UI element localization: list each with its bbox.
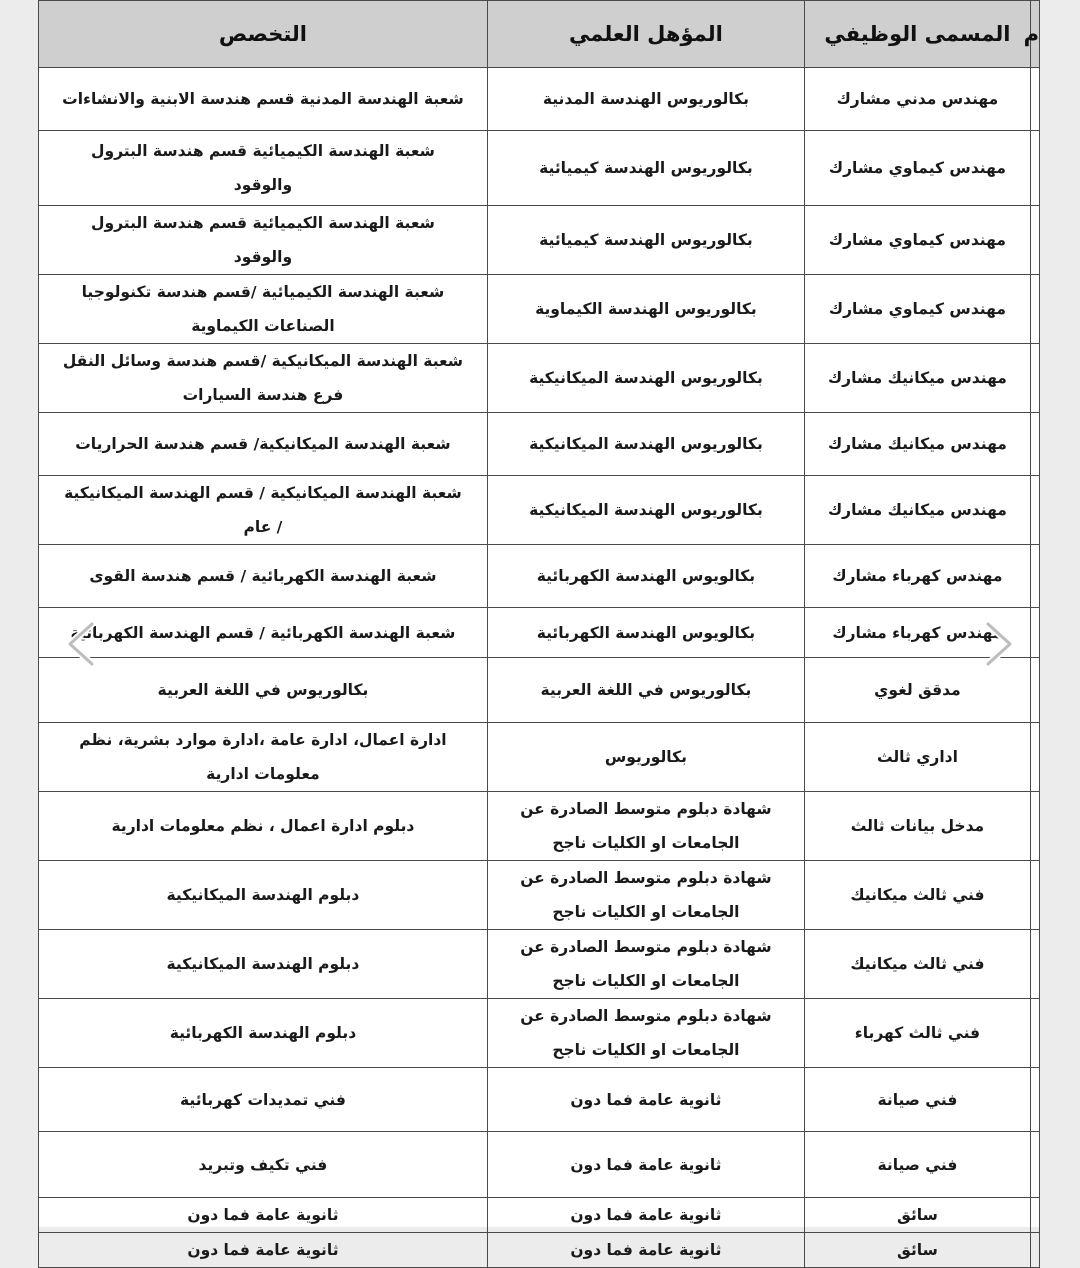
table-row (39, 206, 1040, 275)
row-number-cell (1030, 999, 1039, 1068)
specialization-cell (39, 1233, 488, 1268)
specialization-line: ادارة اعمال، ادارة عامة ،ادارة موارد بشرية، نظم (79, 731, 447, 749)
specialization-line: دبلوم الهندسة الميكانيكية (166, 955, 360, 973)
specialization-line: ثانوية عامة فما دون (187, 1206, 339, 1224)
table-row (39, 413, 1040, 476)
specialization-cell (39, 999, 488, 1068)
specialization-line: شعبة الهندسة الميكانيكية/ قسم هندسة الحراريات (75, 435, 451, 453)
row-number-cell (1030, 206, 1039, 275)
specialization-cell (39, 1068, 488, 1132)
table-row (39, 275, 1040, 344)
qualification-line: الجامعات او الكليات ناجح (552, 972, 740, 990)
table-row (39, 658, 1040, 723)
specialization-line: فني تكيف وتبريد (198, 1155, 328, 1174)
specialization-line: بكالوريوس في اللغة العربية (157, 681, 369, 699)
qualification-line: الجامعات او الكليات ناجح (552, 1041, 740, 1059)
job-title-cell: مهندس مدني مشارك (804, 68, 1030, 131)
qualification-cell: ثانوية عامة فما دون (487, 1198, 804, 1233)
job-title-cell: اداري ثالث (804, 723, 1030, 792)
job-title-cell: مهندس ميكانيك مشارك (804, 344, 1030, 413)
job-title-cell: مدقق لغوي (804, 658, 1030, 723)
header-job-title: المسمى الوظيفي (804, 1, 1030, 68)
specialization-line: شعبة الهندسة الكهربائية / قسم هندسة القوى (89, 567, 437, 585)
row-number-cell (1030, 792, 1039, 861)
specialization-cell (39, 1132, 488, 1198)
job-title-cell: فني صيانة (804, 1068, 1030, 1132)
qualification-line: شهادة دبلوم متوسط الصادرة عن (520, 869, 772, 887)
specialization-cell (39, 792, 488, 861)
qualification-cell: بكالويوس الهندسة الكهربائية (487, 545, 804, 608)
specialization-cell (39, 476, 488, 545)
row-number-cell (1030, 131, 1039, 206)
specialization-line: شعبة الهندسة الكيميائية قسم هندسة البترول (91, 214, 435, 232)
row-number-cell (1030, 1233, 1039, 1268)
specialization-line: دبلوم ادارة اعمال ، نظم معلومات ادارية (111, 817, 415, 835)
chevron-left-icon[interactable] (62, 620, 102, 668)
row-number-cell (1030, 1198, 1039, 1233)
qualification-cell: بكالوريوس (487, 723, 804, 792)
table-row (39, 1068, 1040, 1132)
specialization-line: شعبة الهندسة الكيميائية /قسم هندسة تكنولوجيا (81, 283, 445, 301)
table-row (39, 68, 1040, 131)
table-row (39, 1233, 1040, 1268)
specialization-line: والوقود (233, 176, 293, 194)
table-row (39, 476, 1040, 545)
specialization-line: والوقود (233, 248, 293, 266)
header-specialization: التخصص (39, 1, 488, 68)
row-number-cell (1030, 930, 1039, 999)
specialization-line: فرع هندسة السيارات (182, 386, 344, 404)
qualification-cell (487, 792, 804, 861)
specialization-cell (39, 608, 488, 658)
qualification-cell: بكالوريوس في اللغة العربية (487, 658, 804, 723)
job-title-cell: سائق (804, 1233, 1030, 1268)
table-row (39, 723, 1040, 792)
qualification-line: شهادة دبلوم متوسط الصادرة عن (520, 938, 772, 956)
table-row (39, 792, 1040, 861)
qualification-line: الجامعات او الكليات ناجح (552, 903, 740, 921)
specialization-line: شعبة الهندسة الكهربائية / قسم الهندسة الكهربائية (70, 623, 456, 642)
specialization-line: شعبة الهندسة الكيميائية قسم هندسة البترول (91, 142, 435, 160)
row-number-cell (1030, 344, 1039, 413)
qualification-cell: بكالوريوس الهندسة الميكانيكية (487, 476, 804, 545)
qualification-cell: ثانوية عامة فما دون (487, 1233, 804, 1268)
job-title-cell: مهندس كيماوي مشارك (804, 275, 1030, 344)
jobs-table (38, 0, 1040, 1268)
qualification-line: شهادة دبلوم متوسط الصادرة عن (520, 800, 772, 818)
table-row (39, 608, 1040, 658)
qualification-cell: بكالوريوس الهندسة الكيماوية (487, 275, 804, 344)
table-row (39, 131, 1040, 206)
qualification-line: الجامعات او الكليات ناجح (552, 834, 740, 852)
row-number-cell (1030, 1132, 1039, 1198)
qualification-cell (487, 930, 804, 999)
qualification-cell: بكالوريوس الهندسة كيميائية (487, 206, 804, 275)
specialization-line: دبلوم الهندسة الميكانيكية (166, 886, 360, 904)
job-title-cell: فني صيانة (804, 1132, 1030, 1198)
row-number-cell (1030, 68, 1039, 131)
specialization-line: شعبة الهندسة الميكانيكية / قسم الهندسة الميكانيكية (64, 484, 462, 502)
qualification-cell: بكالوريوس الهندسة كيميائية (487, 131, 804, 206)
specialization-cell (39, 930, 488, 999)
chevron-right-icon[interactable] (978, 620, 1018, 668)
row-number-cell (1030, 545, 1039, 608)
table-row (39, 930, 1040, 999)
specialization-cell (39, 723, 488, 792)
table-row (39, 1198, 1040, 1233)
table-row (39, 1132, 1040, 1198)
job-title-cell: مدخل بيانات ثالث (804, 792, 1030, 861)
table-row (39, 344, 1040, 413)
table-row (39, 861, 1040, 930)
row-number-cell (1030, 275, 1039, 344)
job-title-cell: فني ثالث كهرباء (804, 999, 1030, 1068)
specialization-cell (39, 658, 488, 723)
specialization-line: معلومات ادارية (206, 765, 320, 783)
qualification-cell: بكالوريوس الهندسة المدنية (487, 68, 804, 131)
qualification-cell: بكالويوس الهندسة الكهربائية (487, 608, 804, 658)
row-number-cell (1030, 861, 1039, 930)
row-number-cell (1030, 476, 1039, 545)
specialization-cell (39, 413, 488, 476)
header-qualification: المؤهل العلمي (487, 1, 804, 68)
specialization-cell (39, 131, 488, 206)
qualification-cell (487, 861, 804, 930)
job-title-cell: سائق (804, 1198, 1030, 1233)
qualification-cell: ثانوية عامة فما دون (487, 1068, 804, 1132)
specialization-line: شعبة الهندسة المدنية قسم هندسة الابنية والانشاءات (62, 90, 464, 108)
job-title-cell: فني ثالث ميكانيك (804, 861, 1030, 930)
job-title-cell: مهندس كيماوي مشارك (804, 131, 1030, 206)
job-title-cell: مهندس ميكانيك مشارك (804, 476, 1030, 545)
row-number-cell (1030, 1068, 1039, 1132)
job-title-cell: مهندس كهرباء مشارك (804, 608, 1030, 658)
specialization-cell (39, 1198, 488, 1233)
table-row (39, 545, 1040, 608)
qualification-line: شهادة دبلوم متوسط الصادرة عن (520, 1007, 772, 1025)
job-title-cell: مهندس كهرباء مشارك (804, 545, 1030, 608)
specialization-line: الصناعات الكيماوية (191, 317, 335, 335)
specialization-line: شعبة الهندسة الميكانيكية /قسم هندسة وسائل النقل (62, 352, 464, 370)
row-number-cell (1030, 723, 1039, 792)
specialization-cell (39, 275, 488, 344)
qualification-cell: ثانوية عامة فما دون (487, 1132, 804, 1198)
qualification-cell (487, 999, 804, 1068)
header-number: م (1030, 1, 1039, 68)
specialization-cell (39, 861, 488, 930)
table-row (39, 999, 1040, 1068)
row-number-cell (1030, 413, 1039, 476)
document-page (38, 0, 1040, 1259)
table-body (39, 68, 1040, 1268)
row-number-cell (1030, 658, 1039, 723)
job-title-cell: مهندس ميكانيك مشارك (804, 413, 1030, 476)
job-title-cell: فني ثالث ميكانيك (804, 930, 1030, 999)
specialization-cell (39, 344, 488, 413)
qualification-cell: بكالوريوس الهندسة الميكانيكية (487, 413, 804, 476)
specialization-line: فني تمديدات كهربائية (180, 1090, 346, 1109)
specialization-cell (39, 545, 488, 608)
specialization-line: دبلوم الهندسة الكهربائية (169, 1024, 357, 1042)
specialization-cell (39, 206, 488, 275)
row-number-cell (1030, 608, 1039, 658)
specialization-line: / عام (243, 518, 283, 536)
specialization-cell (39, 68, 488, 131)
specialization-line: ثانوية عامة فما دون (187, 1241, 339, 1259)
table-header-row (39, 1, 1040, 68)
job-title-cell: مهندس كيماوي مشارك (804, 206, 1030, 275)
qualification-cell: بكالوريوس الهندسة الميكانيكية (487, 344, 804, 413)
